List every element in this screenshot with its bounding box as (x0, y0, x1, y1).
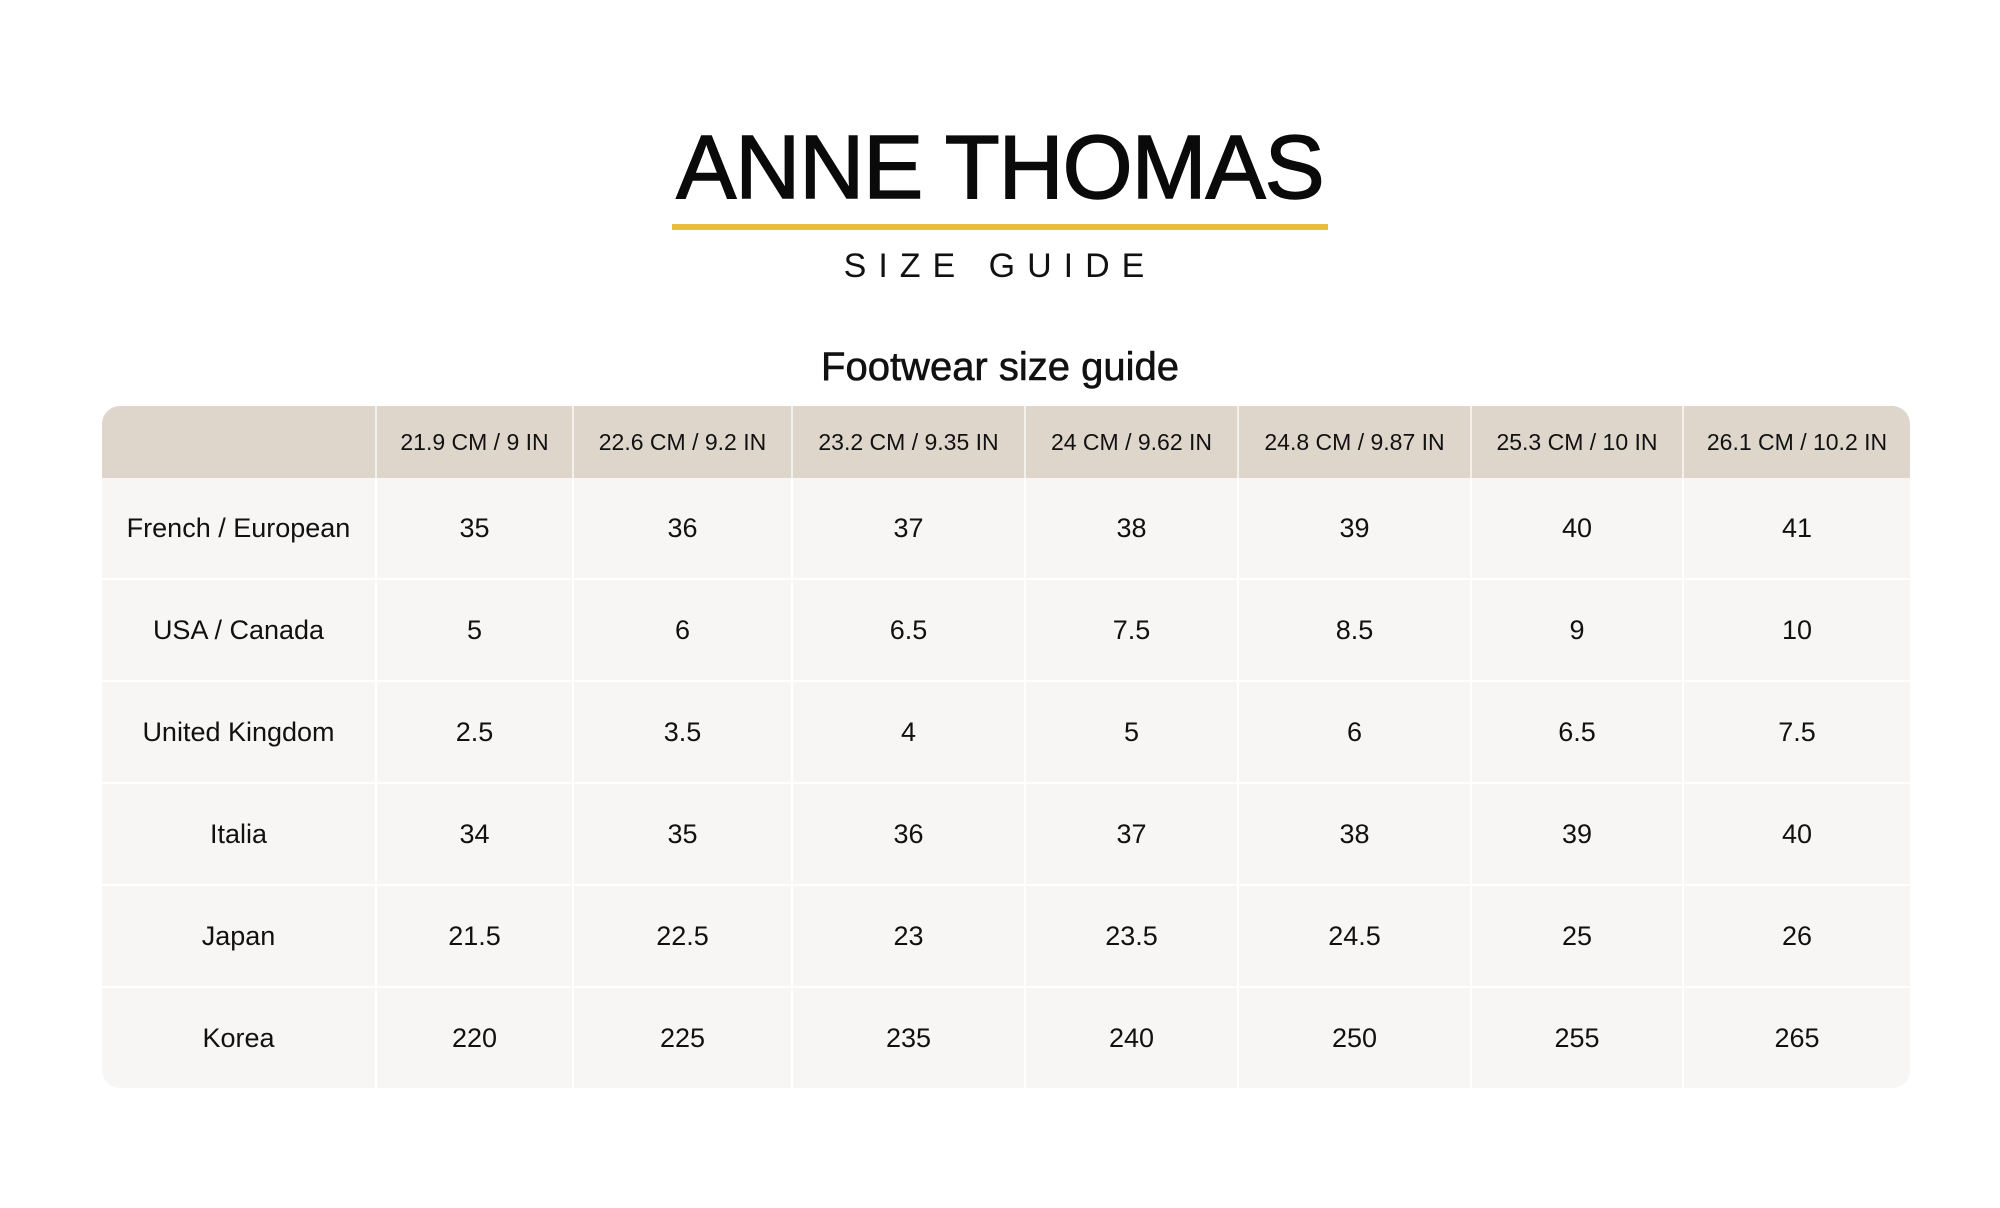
brand-header (0, 118, 2000, 230)
size-cell: 7.5 (1683, 681, 1910, 783)
size-cell: 250 (1238, 987, 1471, 1088)
size-cell: 24.5 (1238, 885, 1471, 987)
size-cell: 22.5 (573, 885, 792, 987)
size-table (102, 406, 1910, 1088)
size-cell: 225 (573, 987, 792, 1088)
row-label-cell: Italia (102, 783, 376, 885)
size-cell: 240 (1025, 987, 1238, 1088)
size-cell: 6.5 (792, 579, 1025, 681)
table-row (102, 681, 1910, 783)
size-cell: 7.5 (1025, 579, 1238, 681)
size-cell: 220 (376, 987, 573, 1088)
table-row (102, 987, 1910, 1088)
size-cell: 40 (1471, 478, 1683, 579)
size-cell: 6.5 (1471, 681, 1683, 783)
row-label-cell: French / European (102, 478, 376, 579)
brand-logo: ANNE THOMAS (672, 118, 1327, 230)
size-cell: 21.5 (376, 885, 573, 987)
size-table-container (102, 406, 1910, 1088)
size-cell: 37 (1025, 783, 1238, 885)
size-cell: 235 (792, 987, 1025, 1088)
size-cell: 38 (1025, 478, 1238, 579)
table-row (102, 579, 1910, 681)
size-column-header: 23.2 CM / 9.35 IN (792, 406, 1025, 478)
corner-header-cell (102, 406, 376, 478)
size-cell: 23 (792, 885, 1025, 987)
size-column-header: 24 CM / 9.62 IN (1025, 406, 1238, 478)
size-column-header: 24.8 CM / 9.87 IN (1238, 406, 1471, 478)
size-cell: 9 (1471, 579, 1683, 681)
size-cell: 5 (376, 579, 573, 681)
size-cell: 255 (1471, 987, 1683, 1088)
size-cell: 40 (1683, 783, 1910, 885)
table-row (102, 478, 1910, 579)
header-row (102, 406, 1910, 478)
row-label-cell: Korea (102, 987, 376, 1088)
size-cell: 34 (376, 783, 573, 885)
row-label-cell: United Kingdom (102, 681, 376, 783)
page-subtitle: SIZE GUIDE (843, 247, 1157, 285)
size-column-header: 21.9 CM / 9 IN (376, 406, 573, 478)
size-cell: 39 (1471, 783, 1683, 885)
size-cell: 6 (1238, 681, 1471, 783)
size-cell: 26 (1683, 885, 1910, 987)
size-cell: 4 (792, 681, 1025, 783)
size-cell: 6 (573, 579, 792, 681)
section-title: Footwear size guide (821, 345, 1179, 389)
size-cell: 23.5 (1025, 885, 1238, 987)
size-column-header: 25.3 CM / 10 IN (1471, 406, 1683, 478)
size-cell: 3.5 (573, 681, 792, 783)
size-cell: 36 (792, 783, 1025, 885)
size-cell: 35 (573, 783, 792, 885)
size-cell: 8.5 (1238, 579, 1471, 681)
size-column-header: 26.1 CM / 10.2 IN (1683, 406, 1910, 478)
size-cell: 39 (1238, 478, 1471, 579)
size-cell: 37 (792, 478, 1025, 579)
table-row (102, 885, 1910, 987)
size-cell: 2.5 (376, 681, 573, 783)
size-cell: 10 (1683, 579, 1910, 681)
row-label-cell: USA / Canada (102, 579, 376, 681)
size-cell: 25 (1471, 885, 1683, 987)
size-cell: 5 (1025, 681, 1238, 783)
size-cell: 265 (1683, 987, 1910, 1088)
size-cell: 38 (1238, 783, 1471, 885)
table-row (102, 783, 1910, 885)
size-cell: 35 (376, 478, 573, 579)
size-cell: 41 (1683, 478, 1910, 579)
size-cell: 36 (573, 478, 792, 579)
size-column-header: 22.6 CM / 9.2 IN (573, 406, 792, 478)
row-label-cell: Japan (102, 885, 376, 987)
